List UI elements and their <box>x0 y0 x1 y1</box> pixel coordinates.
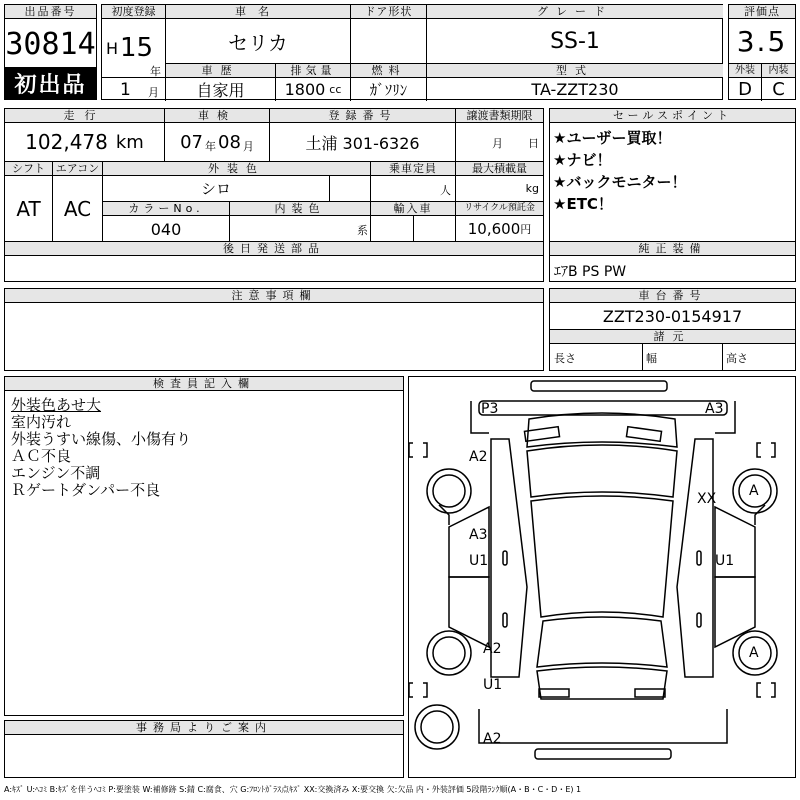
color-no-cell <box>103 201 230 242</box>
recycle-label: リサイクル預託金 <box>456 202 543 216</box>
inspector-note: エンジン不調 <box>11 464 101 482</box>
inspection-month: 08 <box>218 131 241 153</box>
office-notice-box <box>4 720 404 778</box>
vehicle-damage-diagram <box>408 376 796 778</box>
genuine-equipment-label: 純正装備 <box>550 242 795 256</box>
interior-color-cell <box>230 201 371 242</box>
fuel-cell <box>351 63 427 101</box>
spec-length-label: 長さ <box>554 352 576 365</box>
grade-cell <box>427 5 723 63</box>
inspector-note: 外装色あせ大 <box>11 396 102 414</box>
damage-mark: U1 <box>469 553 489 569</box>
interior-score: C <box>772 79 785 100</box>
first-reg-label: 初度登録 <box>102 5 165 19</box>
spec-width-label: 幅 <box>646 352 657 365</box>
lot-number: 30814 <box>5 26 96 62</box>
legend: A:ｷｽﾞ U:ﾍｺﾐ B:ｷｽﾞを伴うﾍｺﾐ P:要塗装 W:補修跡 S:錆 C:腐食、穴 G:ﾌﾛﾝﾄｶﾞﾗｽ点ｷｽﾞ XX:交換済み X:要交換 欠:欠品 内・外装評価 5段階ﾗﾝｸ順(A・B・C・D・E) 1 <box>4 785 582 794</box>
first-reg-year: 15 <box>120 33 154 63</box>
chassis-no-label: 車台番号 <box>550 289 795 303</box>
inspector-note: ＡＣ不良 <box>11 447 72 465</box>
history-label: 車歴 <box>166 64 275 78</box>
recycle-unit: 円 <box>520 223 532 236</box>
mileage-label: 走行 <box>5 109 164 123</box>
damage-mark: P3 <box>481 401 499 417</box>
chassis-no: ZZT230-0154917 <box>602 306 743 326</box>
max-load-unit: kg <box>525 182 539 195</box>
capacity-label: 乗車定員 <box>371 162 455 176</box>
first-reg-month-unit: 月 <box>148 86 159 99</box>
mileage-cell <box>5 109 165 161</box>
inspection-year-unit: 年 <box>205 140 216 153</box>
damage-mark: A2 <box>483 731 502 747</box>
inspection-cell <box>165 109 270 161</box>
later-parts-box <box>4 241 544 282</box>
transfer-docs-month-unit: 月 <box>492 137 503 150</box>
mileage: 102,478 <box>25 130 108 154</box>
first-reg-cell <box>102 5 166 101</box>
chassis-box <box>549 288 796 371</box>
shift: AT <box>16 197 41 221</box>
damage-mark: A <box>749 645 759 661</box>
score-label: 評価点 <box>729 5 795 19</box>
reg-no-label: 登録番号 <box>270 109 455 123</box>
shift-label: シフト <box>5 162 52 176</box>
inspector-label: 検査員記入欄 <box>5 377 403 391</box>
model-code-label: 型式 <box>427 64 723 78</box>
sales-points-label: セールスポイント <box>550 109 795 123</box>
vehicle-info-table <box>101 4 723 100</box>
exterior-score: D <box>738 79 752 100</box>
aircon-label: エアコン <box>53 162 102 176</box>
model-code-cell <box>427 63 723 101</box>
reg-no-cell <box>270 109 456 161</box>
capacity-unit: 人 <box>440 184 451 197</box>
sales-point-item: ★ユーザー買取！ <box>553 129 672 147</box>
sales-point-item: ★ナビ！ <box>553 151 612 169</box>
transfer-docs-cell <box>456 109 543 161</box>
genuine-equipment: ｴｱB PS PW <box>554 264 627 280</box>
inspector-note: 室内汚れ <box>11 413 72 431</box>
door-type-cell <box>351 5 427 63</box>
lot-number-box <box>4 4 97 100</box>
mileage-unit: km <box>115 131 144 153</box>
car-outline-diagram <box>409 377 795 777</box>
damage-mark: A2 <box>469 449 488 465</box>
model-code: TA-ZZT230 <box>531 80 619 99</box>
displacement: 1800 <box>284 80 326 99</box>
import-cell <box>371 201 456 242</box>
exterior-color: シロ <box>200 180 231 198</box>
spec-height-label: 高さ <box>726 352 748 365</box>
reg-no: 土浦 301-6326 <box>305 133 420 153</box>
aircon-cell <box>53 161 103 242</box>
damage-mark: A3 <box>705 401 724 417</box>
notes-box <box>4 288 544 371</box>
fuel: ｶﾞｿﾘﾝ <box>369 81 408 99</box>
damage-mark: A <box>749 483 759 499</box>
inspector-note: Ｒゲートダンパー不良 <box>11 481 161 499</box>
import-label: 輸入車 <box>371 202 455 216</box>
displacement-label: 排気量 <box>276 64 350 78</box>
history: 自家用 <box>196 81 245 100</box>
exterior-score-label: 外装 <box>729 64 761 78</box>
interior-color-label: 内装色 <box>230 202 370 216</box>
fuel-label: 燃料 <box>351 64 426 78</box>
interior-color-unit: 系 <box>357 224 368 237</box>
sales-point-item: ★ETC！ <box>553 195 613 213</box>
recycle-cell <box>456 201 543 242</box>
lot-number-label: 出品番号 <box>5 5 96 19</box>
damage-mark: XX <box>697 491 717 507</box>
score: 3.5 <box>736 24 788 58</box>
office-notice-label: 事務局よりご案内 <box>5 721 403 735</box>
aircon: AC <box>63 197 92 221</box>
first-listing-badge: 初出品 <box>5 67 96 99</box>
car-name-label: 車名 <box>166 5 350 19</box>
shift-cell <box>5 161 53 242</box>
exterior-color-label: 外装色 <box>103 162 370 176</box>
sales-points-box <box>549 108 796 242</box>
first-reg-month: 1 <box>120 80 131 100</box>
genuine-equipment-box <box>549 241 796 282</box>
interior-score-label: 内装 <box>762 64 795 78</box>
specs-label: 諸元 <box>550 329 795 344</box>
capacity-cell <box>371 161 456 201</box>
car-name-cell <box>166 5 351 63</box>
notes-label: 注意事項欄 <box>5 289 543 303</box>
displacement-cell <box>276 63 351 101</box>
first-reg-year-unit: 年 <box>150 65 161 78</box>
later-parts-label: 後日発送部品 <box>5 242 543 256</box>
sales-point-item: ★バックモニター！ <box>553 173 687 191</box>
damage-mark: A2 <box>483 641 502 657</box>
door-type-label: ドア形状 <box>351 5 426 19</box>
inspection-year: 07 <box>180 131 203 153</box>
inspection-month-unit: 月 <box>242 140 254 153</box>
color-no: 040 <box>150 219 182 239</box>
color-no-label: カラーNo. <box>103 202 229 216</box>
grade: SS-1 <box>550 28 600 54</box>
inspection-label: 車検 <box>165 109 269 123</box>
recycle: 10,600 <box>467 220 521 238</box>
transfer-docs-label: 譲渡書類期限 <box>456 109 543 123</box>
score-box <box>728 4 796 100</box>
displacement-unit: cc <box>329 83 342 96</box>
car-name: セリカ <box>228 30 288 55</box>
damage-mark: U1 <box>483 677 503 693</box>
detail-table <box>4 108 544 242</box>
transfer-docs-day-unit: 日 <box>528 137 539 150</box>
history-cell <box>166 63 276 101</box>
damage-mark: U1 <box>715 553 735 569</box>
exterior-color-cell <box>103 161 371 201</box>
grade-label: グレード <box>427 5 723 19</box>
inspector-box <box>4 376 404 716</box>
max-load-cell <box>456 161 543 201</box>
damage-mark: A3 <box>469 527 488 543</box>
inspector-note: 外装うすい線傷、小傷有り <box>11 430 192 448</box>
first-reg-era: H <box>106 39 119 58</box>
max-load-label: 最大積載量 <box>456 162 543 176</box>
